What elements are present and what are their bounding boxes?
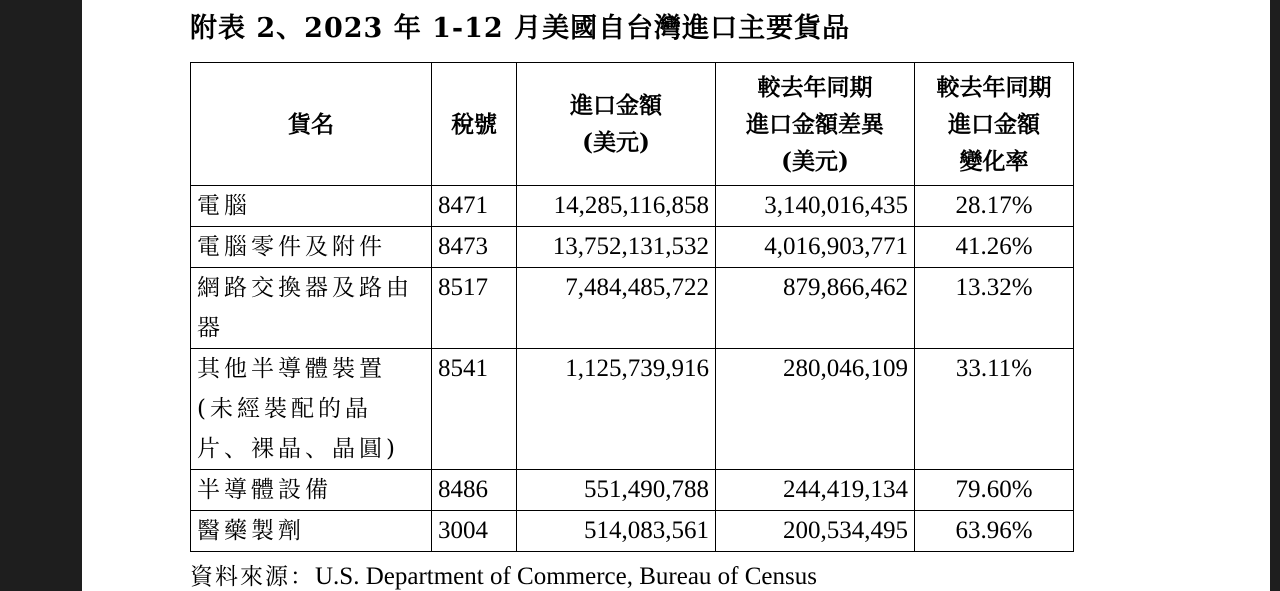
header-amount xyxy=(517,63,716,186)
source-note xyxy=(190,558,817,591)
header-amount-line2: (美元) xyxy=(582,129,650,156)
table-row xyxy=(191,470,1074,511)
cell-amount: 1,125,739,916 xyxy=(517,349,716,470)
cell-code: 8471 xyxy=(432,186,517,227)
table-row xyxy=(191,227,1074,268)
header-rate xyxy=(915,63,1074,186)
table-row xyxy=(191,349,1074,470)
cell-name: 網路交換器及路由器 xyxy=(191,268,432,349)
cell-code: 8486 xyxy=(432,470,517,511)
cell-amount: 7,484,485,722 xyxy=(517,268,716,349)
cell-amount: 13,752,131,532 xyxy=(517,227,716,268)
cell-rate: 33.11% xyxy=(915,349,1074,470)
table-row xyxy=(191,268,1074,349)
header-rate-line3: 變化率 xyxy=(959,147,1029,175)
header-diff xyxy=(716,63,915,186)
table-row xyxy=(191,186,1074,227)
cell-name: 半導體設備 xyxy=(191,470,432,511)
cell-name: 醫藥製劑 xyxy=(191,511,432,552)
source-label: 資料來源： xyxy=(190,564,315,590)
cell-rate: 13.32% xyxy=(915,268,1074,349)
cell-code: 8541 xyxy=(432,349,517,470)
table-header-row xyxy=(191,63,1074,186)
cell-code: 3004 xyxy=(432,511,517,552)
cell-name: 其他半導體裝置(未經裝配的晶片、裸晶、晶圓) xyxy=(191,349,432,470)
cell-rate: 79.60% xyxy=(915,470,1074,511)
header-rate-line1: 較去年同期 xyxy=(936,73,1052,101)
cell-code: 8473 xyxy=(432,227,517,268)
cell-rate: 28.17% xyxy=(915,186,1074,227)
header-diff-line2: 進口金額差異 xyxy=(746,110,884,138)
cell-code: 8517 xyxy=(432,268,517,349)
document-page xyxy=(82,0,1270,591)
cell-amount: 14,285,116,858 xyxy=(517,186,716,227)
imports-table xyxy=(190,62,1074,552)
cell-amount: 551,490,788 xyxy=(517,470,716,511)
source-text: U.S. Department of Commerce, Bureau of Census xyxy=(315,563,817,590)
cell-diff: 200,534,495 xyxy=(716,511,915,552)
cell-rate: 41.26% xyxy=(915,227,1074,268)
header-diff-line1: 較去年同期 xyxy=(757,73,873,101)
header-rate-line2: 進口金額 xyxy=(948,110,1040,138)
cell-diff: 3,140,016,435 xyxy=(716,186,915,227)
cell-amount: 514,083,561 xyxy=(517,511,716,552)
header-code: 稅號 xyxy=(432,63,517,186)
cell-name: 電腦零件及附件 xyxy=(191,227,432,268)
cell-diff: 244,419,134 xyxy=(716,470,915,511)
cell-diff: 280,046,109 xyxy=(716,349,915,470)
header-name: 貨名 xyxy=(191,63,432,186)
left-dark-margin xyxy=(0,0,82,591)
cell-rate: 63.96% xyxy=(915,511,1074,552)
header-diff-line3: (美元) xyxy=(781,147,849,175)
cell-name: 電腦 xyxy=(191,186,432,227)
cell-diff: 879,866,462 xyxy=(716,268,915,349)
document-title: 附表 2、2023 年 1-12 月美國自台灣進口主要貨品 xyxy=(190,13,851,44)
header-amount-line1: 進口金額 xyxy=(570,92,662,119)
right-dark-margin xyxy=(1270,0,1280,591)
table-row xyxy=(191,511,1074,552)
cell-diff: 4,016,903,771 xyxy=(716,227,915,268)
